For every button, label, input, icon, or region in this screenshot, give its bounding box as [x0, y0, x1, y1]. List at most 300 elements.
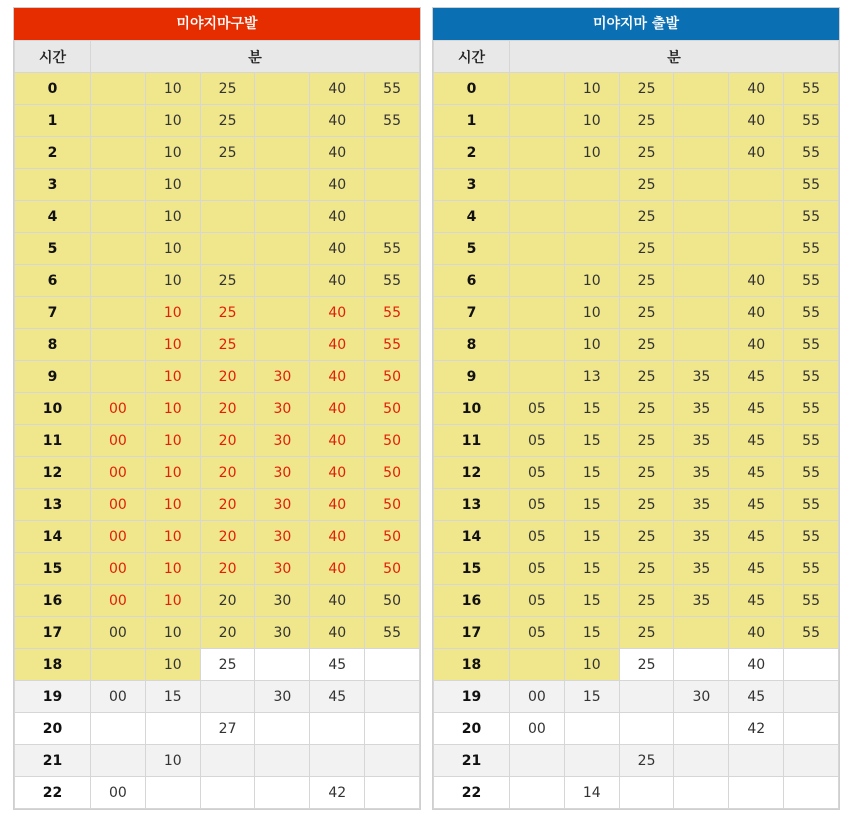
- minute-cell: 55: [365, 617, 420, 649]
- hour-cell: 8: [434, 329, 510, 361]
- minute-cell: 40: [729, 329, 784, 361]
- minute-cell: 20: [200, 617, 255, 649]
- hour-cell: 18: [15, 649, 91, 681]
- hour-cell: 2: [434, 137, 510, 169]
- minute-cell: 25: [200, 105, 255, 137]
- minute-cell: 55: [784, 265, 839, 297]
- minute-cell: 25: [619, 425, 674, 457]
- minute-cell: 35: [674, 361, 729, 393]
- minute-cell: 05: [510, 393, 565, 425]
- minute-cell: [91, 297, 146, 329]
- table-row: [15, 393, 420, 425]
- minute-cell: 05: [510, 585, 565, 617]
- minute-cell: 35: [674, 521, 729, 553]
- minute-cell: 05: [510, 617, 565, 649]
- table-row: [434, 681, 839, 713]
- minute-cell: 55: [784, 201, 839, 233]
- minute-cell: 00: [91, 777, 146, 809]
- minute-cell: [674, 137, 729, 169]
- hour-cell: 14: [15, 521, 91, 553]
- hour-cell: 12: [434, 457, 510, 489]
- hour-cell: 2: [15, 137, 91, 169]
- minute-cell: 40: [310, 233, 365, 265]
- minute-cell: 30: [255, 681, 310, 713]
- hour-cell: 20: [434, 713, 510, 745]
- minute-cell: 30: [255, 521, 310, 553]
- minute-cell: 25: [619, 329, 674, 361]
- minute-cell: 40: [310, 137, 365, 169]
- minute-cell: [255, 713, 310, 745]
- minute-cell: 55: [784, 137, 839, 169]
- minute-cell: 10: [145, 393, 200, 425]
- minute-cell: 40: [310, 329, 365, 361]
- minute-cell: 05: [510, 425, 565, 457]
- minute-cell: 50: [365, 489, 420, 521]
- table-row: [15, 265, 420, 297]
- hour-cell: 0: [15, 73, 91, 105]
- minute-cell: [310, 745, 365, 777]
- table-row: [15, 425, 420, 457]
- minute-cell: 20: [200, 393, 255, 425]
- minute-cell: [674, 105, 729, 137]
- minute-cell: 05: [510, 489, 565, 521]
- minute-cell: 10: [145, 73, 200, 105]
- minute-cell: 15: [564, 521, 619, 553]
- minute-cell: 15: [564, 585, 619, 617]
- minute-cell: 05: [510, 553, 565, 585]
- minute-cell: [674, 73, 729, 105]
- minute-cell: 55: [365, 233, 420, 265]
- table-row: [15, 361, 420, 393]
- hour-cell: 14: [434, 521, 510, 553]
- minute-cell: 40: [310, 361, 365, 393]
- minute-cell: [564, 201, 619, 233]
- minute-cell: 10: [564, 73, 619, 105]
- minute-cell: 45: [729, 521, 784, 553]
- table-row: [434, 297, 839, 329]
- minute-cell: 25: [619, 297, 674, 329]
- hour-cell: 9: [434, 361, 510, 393]
- minute-cell: [255, 777, 310, 809]
- minute-cell: 00: [510, 681, 565, 713]
- minute-cell: [91, 105, 146, 137]
- minute-cell: 10: [145, 521, 200, 553]
- minute-cell: 55: [365, 329, 420, 361]
- hour-cell: 0: [434, 73, 510, 105]
- table-row: [434, 489, 839, 521]
- table-row: [434, 201, 839, 233]
- minute-cell: 42: [729, 713, 784, 745]
- minute-cell: [510, 233, 565, 265]
- hour-cell: 13: [434, 489, 510, 521]
- minute-cell: 10: [145, 265, 200, 297]
- minute-cell: 25: [200, 649, 255, 681]
- table-row: [434, 617, 839, 649]
- minute-cell: 10: [145, 585, 200, 617]
- minute-cell: 30: [255, 393, 310, 425]
- minute-cell: 05: [510, 521, 565, 553]
- minute-cell: 00: [91, 425, 146, 457]
- table-row: [434, 713, 839, 745]
- table-row: [434, 521, 839, 553]
- hour-cell: 19: [434, 681, 510, 713]
- minute-cell: [674, 713, 729, 745]
- minute-cell: 25: [619, 265, 674, 297]
- minute-cell: [729, 745, 784, 777]
- minute-cell: 40: [310, 201, 365, 233]
- minute-cell: 55: [784, 329, 839, 361]
- minute-cell: 25: [619, 169, 674, 201]
- minute-cell: [619, 777, 674, 809]
- table-row: [15, 585, 420, 617]
- table-row: [15, 169, 420, 201]
- minute-cell: 40: [310, 489, 365, 521]
- minute-cell: [674, 649, 729, 681]
- minute-cell: [365, 777, 420, 809]
- minute-cell: 55: [365, 105, 420, 137]
- hour-cell: 4: [15, 201, 91, 233]
- minute-cell: 55: [365, 265, 420, 297]
- minute-cell: 30: [255, 617, 310, 649]
- minute-cell: [255, 169, 310, 201]
- minute-cell: 00: [510, 713, 565, 745]
- minute-cell: 50: [365, 585, 420, 617]
- table-row: [434, 553, 839, 585]
- minute-cell: 45: [729, 361, 784, 393]
- minute-cell: 00: [91, 617, 146, 649]
- minute-cell: [674, 745, 729, 777]
- minute-cell: 25: [619, 617, 674, 649]
- hour-cell: 22: [15, 777, 91, 809]
- minute-cell: 45: [729, 393, 784, 425]
- minute-cell: 55: [784, 425, 839, 457]
- minute-cell: 40: [729, 73, 784, 105]
- hour-header: 시간: [434, 41, 510, 73]
- minute-cell: 55: [784, 553, 839, 585]
- minute-cell: 20: [200, 425, 255, 457]
- minute-cell: 10: [145, 745, 200, 777]
- minute-cell: 30: [674, 681, 729, 713]
- minute-cell: [255, 73, 310, 105]
- minute-cell: 25: [619, 137, 674, 169]
- minute-cell: 55: [784, 457, 839, 489]
- minute-cell: [674, 265, 729, 297]
- minute-cell: 20: [200, 553, 255, 585]
- header-row: [434, 41, 839, 73]
- minute-cell: 40: [310, 297, 365, 329]
- minute-cell: [145, 777, 200, 809]
- table-row: [15, 745, 420, 777]
- minute-cell: [255, 329, 310, 361]
- minute-cell: 00: [91, 457, 146, 489]
- minute-cell: 20: [200, 457, 255, 489]
- minute-cell: 45: [310, 681, 365, 713]
- minute-cell: 45: [729, 489, 784, 521]
- minute-cell: 10: [564, 329, 619, 361]
- timetable: [14, 40, 420, 809]
- minute-cell: 40: [310, 617, 365, 649]
- minute-cell: 15: [145, 681, 200, 713]
- minute-cell: 55: [784, 169, 839, 201]
- minute-cell: [729, 169, 784, 201]
- table-row: [15, 201, 420, 233]
- minute-cell: 55: [784, 297, 839, 329]
- minute-cell: [91, 233, 146, 265]
- minute-cell: 55: [784, 489, 839, 521]
- timetable: [433, 40, 839, 809]
- minute-cell: 15: [564, 489, 619, 521]
- table-row: [434, 169, 839, 201]
- hour-cell: 6: [434, 265, 510, 297]
- minute-cell: 55: [784, 73, 839, 105]
- header-row: [15, 41, 420, 73]
- minute-cell: 40: [729, 137, 784, 169]
- table-row: [15, 329, 420, 361]
- minute-cell: [91, 73, 146, 105]
- minute-cell: 35: [674, 425, 729, 457]
- minute-cell: [365, 745, 420, 777]
- minute-cell: [91, 137, 146, 169]
- minute-cell: 20: [200, 361, 255, 393]
- minute-cell: 10: [145, 425, 200, 457]
- table-row: [15, 297, 420, 329]
- minute-cell: 35: [674, 393, 729, 425]
- minute-cell: 00: [91, 393, 146, 425]
- table-row: [15, 553, 420, 585]
- minute-cell: [784, 777, 839, 809]
- minute-cell: 55: [784, 233, 839, 265]
- minute-cell: 25: [619, 745, 674, 777]
- minute-cell: 27: [200, 713, 255, 745]
- minute-cell: 10: [564, 297, 619, 329]
- hour-cell: 5: [15, 233, 91, 265]
- table-row: [15, 521, 420, 553]
- table-row: [15, 73, 420, 105]
- minute-cell: 35: [674, 457, 729, 489]
- table-row: [15, 105, 420, 137]
- minute-cell: 35: [674, 585, 729, 617]
- hour-cell: 1: [434, 105, 510, 137]
- hour-cell: 21: [15, 745, 91, 777]
- minute-cell: 25: [619, 553, 674, 585]
- minute-cell: 15: [564, 553, 619, 585]
- minute-cell: 40: [310, 457, 365, 489]
- minute-cell: 50: [365, 457, 420, 489]
- minute-cell: 20: [200, 585, 255, 617]
- minute-cell: 10: [564, 105, 619, 137]
- minute-cell: [200, 233, 255, 265]
- table-row: [434, 457, 839, 489]
- minute-cell: [510, 137, 565, 169]
- minute-cell: 25: [619, 457, 674, 489]
- table-row: [434, 73, 839, 105]
- minute-cell: [674, 617, 729, 649]
- hour-cell: 8: [15, 329, 91, 361]
- hour-cell: 16: [434, 585, 510, 617]
- hour-cell: 15: [15, 553, 91, 585]
- minute-cell: 20: [200, 489, 255, 521]
- hour-cell: 16: [15, 585, 91, 617]
- table-row: [15, 649, 420, 681]
- minute-cell: [674, 777, 729, 809]
- minute-cell: [255, 137, 310, 169]
- minute-cell: 25: [619, 105, 674, 137]
- minute-cell: 05: [510, 457, 565, 489]
- minute-cell: [784, 713, 839, 745]
- minute-cell: [510, 201, 565, 233]
- minute-cell: [255, 745, 310, 777]
- minute-cell: 40: [310, 585, 365, 617]
- timetable-miyajimaguchi: [13, 7, 421, 810]
- minute-cell: 40: [729, 649, 784, 681]
- minute-cell: [784, 649, 839, 681]
- minute-cell: [674, 297, 729, 329]
- table-row: [15, 137, 420, 169]
- minute-cell: 55: [784, 521, 839, 553]
- minute-cell: 25: [619, 393, 674, 425]
- hour-cell: 19: [15, 681, 91, 713]
- minute-cell: [510, 297, 565, 329]
- panel-title: 미야지마 출발: [433, 8, 839, 40]
- table-row: [434, 265, 839, 297]
- hour-cell: 7: [15, 297, 91, 329]
- minute-cell: [784, 681, 839, 713]
- minute-cell: [255, 265, 310, 297]
- table-row: [434, 777, 839, 809]
- minute-cell: [510, 169, 565, 201]
- table-row: [434, 745, 839, 777]
- hour-cell: 15: [434, 553, 510, 585]
- minute-cell: 10: [145, 649, 200, 681]
- minute-cell: [200, 169, 255, 201]
- minute-cell: [200, 201, 255, 233]
- minute-cell: [200, 745, 255, 777]
- minute-cell: [510, 105, 565, 137]
- table-row: [15, 713, 420, 745]
- minute-cell: 25: [619, 649, 674, 681]
- minute-cell: [619, 681, 674, 713]
- hour-cell: 18: [434, 649, 510, 681]
- hour-cell: 12: [15, 457, 91, 489]
- minute-cell: [91, 169, 146, 201]
- hour-cell: 3: [15, 169, 91, 201]
- minute-cell: [91, 745, 146, 777]
- minute-cell: [510, 329, 565, 361]
- minute-cell: [365, 137, 420, 169]
- minute-cell: 50: [365, 521, 420, 553]
- minute-cell: [510, 361, 565, 393]
- minute-cell: 25: [200, 329, 255, 361]
- minute-cell: 45: [729, 585, 784, 617]
- minute-cell: 55: [784, 393, 839, 425]
- hour-cell: 11: [434, 425, 510, 457]
- minute-cell: [255, 105, 310, 137]
- minute-cell: 30: [255, 585, 310, 617]
- minute-cell: 35: [674, 553, 729, 585]
- minute-cell: 55: [365, 297, 420, 329]
- minute-cell: [365, 201, 420, 233]
- minute-cell: [255, 297, 310, 329]
- minute-cell: [365, 169, 420, 201]
- minute-cell: 45: [310, 649, 365, 681]
- hour-cell: 17: [15, 617, 91, 649]
- minute-cell: [91, 713, 146, 745]
- hour-cell: 21: [434, 745, 510, 777]
- minute-cell: 00: [91, 553, 146, 585]
- minute-cell: 25: [200, 137, 255, 169]
- minute-cell: [510, 265, 565, 297]
- table-row: [434, 649, 839, 681]
- minute-cell: 10: [145, 233, 200, 265]
- minute-header: 분: [510, 41, 839, 73]
- minute-cell: [674, 233, 729, 265]
- minute-cell: [91, 361, 146, 393]
- minute-cell: 40: [729, 617, 784, 649]
- minute-cell: 30: [255, 361, 310, 393]
- minute-cell: [564, 169, 619, 201]
- minute-cell: [365, 681, 420, 713]
- minute-cell: 15: [564, 457, 619, 489]
- minute-cell: 10: [145, 105, 200, 137]
- hour-cell: 13: [15, 489, 91, 521]
- minute-cell: 00: [91, 681, 146, 713]
- minute-cell: [510, 777, 565, 809]
- table-row: [434, 585, 839, 617]
- minute-cell: 10: [145, 201, 200, 233]
- minute-cell: 30: [255, 425, 310, 457]
- minute-cell: 25: [200, 73, 255, 105]
- hour-cell: 17: [434, 617, 510, 649]
- minute-cell: [91, 649, 146, 681]
- minute-cell: [674, 201, 729, 233]
- minute-cell: 40: [310, 265, 365, 297]
- minute-cell: 42: [310, 777, 365, 809]
- minute-cell: 10: [145, 329, 200, 361]
- minute-cell: 30: [255, 457, 310, 489]
- minute-cell: 40: [310, 521, 365, 553]
- minute-cell: 55: [784, 585, 839, 617]
- minute-cell: 50: [365, 425, 420, 457]
- minute-cell: [200, 681, 255, 713]
- minute-cell: 45: [729, 457, 784, 489]
- table-row: [434, 233, 839, 265]
- minute-cell: 00: [91, 489, 146, 521]
- minute-cell: 40: [310, 425, 365, 457]
- minute-cell: 10: [145, 553, 200, 585]
- minute-cell: 40: [729, 265, 784, 297]
- minute-cell: 10: [145, 297, 200, 329]
- hour-cell: 9: [15, 361, 91, 393]
- minute-cell: 25: [619, 361, 674, 393]
- minute-cell: 10: [145, 457, 200, 489]
- minute-cell: 15: [564, 393, 619, 425]
- hour-cell: 10: [15, 393, 91, 425]
- timetable-miyajima: [432, 7, 840, 810]
- minute-cell: [784, 745, 839, 777]
- minute-cell: 30: [255, 553, 310, 585]
- hour-cell: 22: [434, 777, 510, 809]
- minute-cell: 40: [310, 553, 365, 585]
- minute-cell: 50: [365, 553, 420, 585]
- minute-cell: 15: [564, 617, 619, 649]
- minute-cell: 20: [200, 521, 255, 553]
- hour-cell: 10: [434, 393, 510, 425]
- hour-header: 시간: [15, 41, 91, 73]
- minute-cell: 25: [619, 233, 674, 265]
- table-row: [15, 233, 420, 265]
- minute-cell: 35: [674, 489, 729, 521]
- minute-cell: [91, 265, 146, 297]
